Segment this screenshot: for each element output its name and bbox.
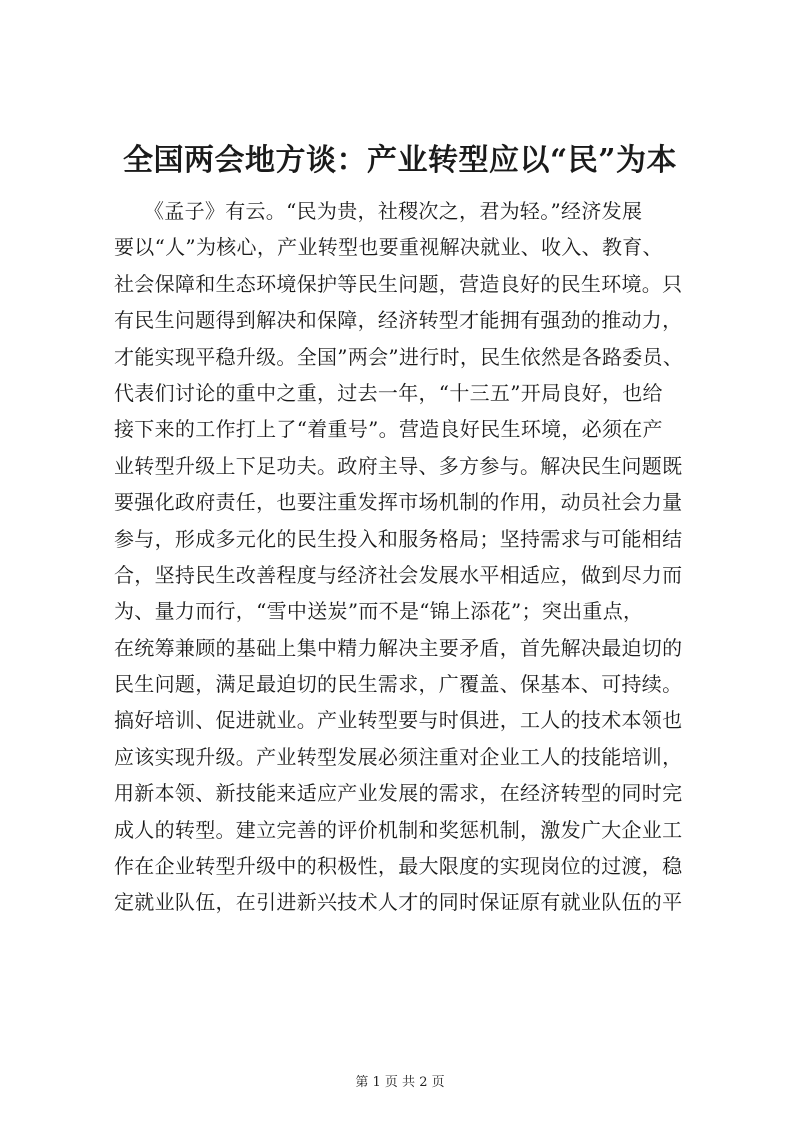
body-line: 在统筹兼顾的基础上集中精力解决主要矛盾，首先解决最迫切的: [114, 635, 683, 660]
body-line: 业转型升级上下足功夫。政府主导、多方参与。解决民生问题既: [114, 453, 683, 478]
body-line: 参与，形成多元化的民生投入和服务格局；坚持需求与可能相结: [114, 526, 683, 551]
body-line: 定就业队伍，在引进新兴技术人才的同时保证原有就业队伍的平: [114, 890, 683, 915]
body-line: 要强化政府责任，也要注重发挥市场机制的作用，动员社会力量: [114, 490, 683, 515]
body-line: 为、量力而行，“雪中送炭”而不是“锦上添花”；突出重点，: [114, 599, 644, 624]
body-line: 合，坚持民生改善程度与经济社会发展水平相适应，做到尽力而: [114, 562, 683, 587]
body-line: 才能实现平稳升级。全国”两会”进行时，民生依然是各路委员、: [114, 344, 684, 369]
body-line: 接下来的工作打上了“着重号”。营造良好民生环境，必须在产: [114, 417, 663, 442]
body-line: 作在企业转型升级中的积极性，最大限度的实现岗位的过渡，稳: [114, 854, 683, 879]
body-line: 有民生问题得到解决和保障，经济转型才能拥有强劲的推动力，: [114, 308, 683, 333]
body-line: 社会保障和生态环境保护等民生问题，营造良好的民生环境。只: [114, 271, 683, 296]
page-number-footer: 第 1 页 共 2 页: [355, 1075, 445, 1090]
document-title: 全国两会地方谈：产业转型应以“民”为本: [122, 143, 677, 178]
body-line: 搞好培训、促进就业。产业转型要与时俱进，工人的技术本领也: [114, 708, 683, 733]
document-body: [114, 193, 710, 921]
body-line: 《孟子》有云。“民为贵，社稷次之，君为轻。”经济发展: [144, 199, 643, 223]
body-line: 代表们讨论的重中之重，过去一年，“十三五”开局良好，也给: [114, 380, 663, 405]
body-line: 要以“人”为核心，产业转型也要重视解决就业、收入、教育、: [114, 235, 663, 260]
body-line: 成人的转型。建立完善的评价机制和奖惩机制，激发广大企业工: [114, 817, 683, 842]
body-line: 民生问题，满足最迫切的民生需求，广覆盖、保基本、可持续。: [114, 672, 683, 697]
body-line: 用新本领、新技能来适应产业发展的需求，在经济转型的同时完: [114, 781, 683, 806]
body-line: 应该实现升级。产业转型发展必须注重对企业工人的技能培训，: [114, 744, 683, 769]
